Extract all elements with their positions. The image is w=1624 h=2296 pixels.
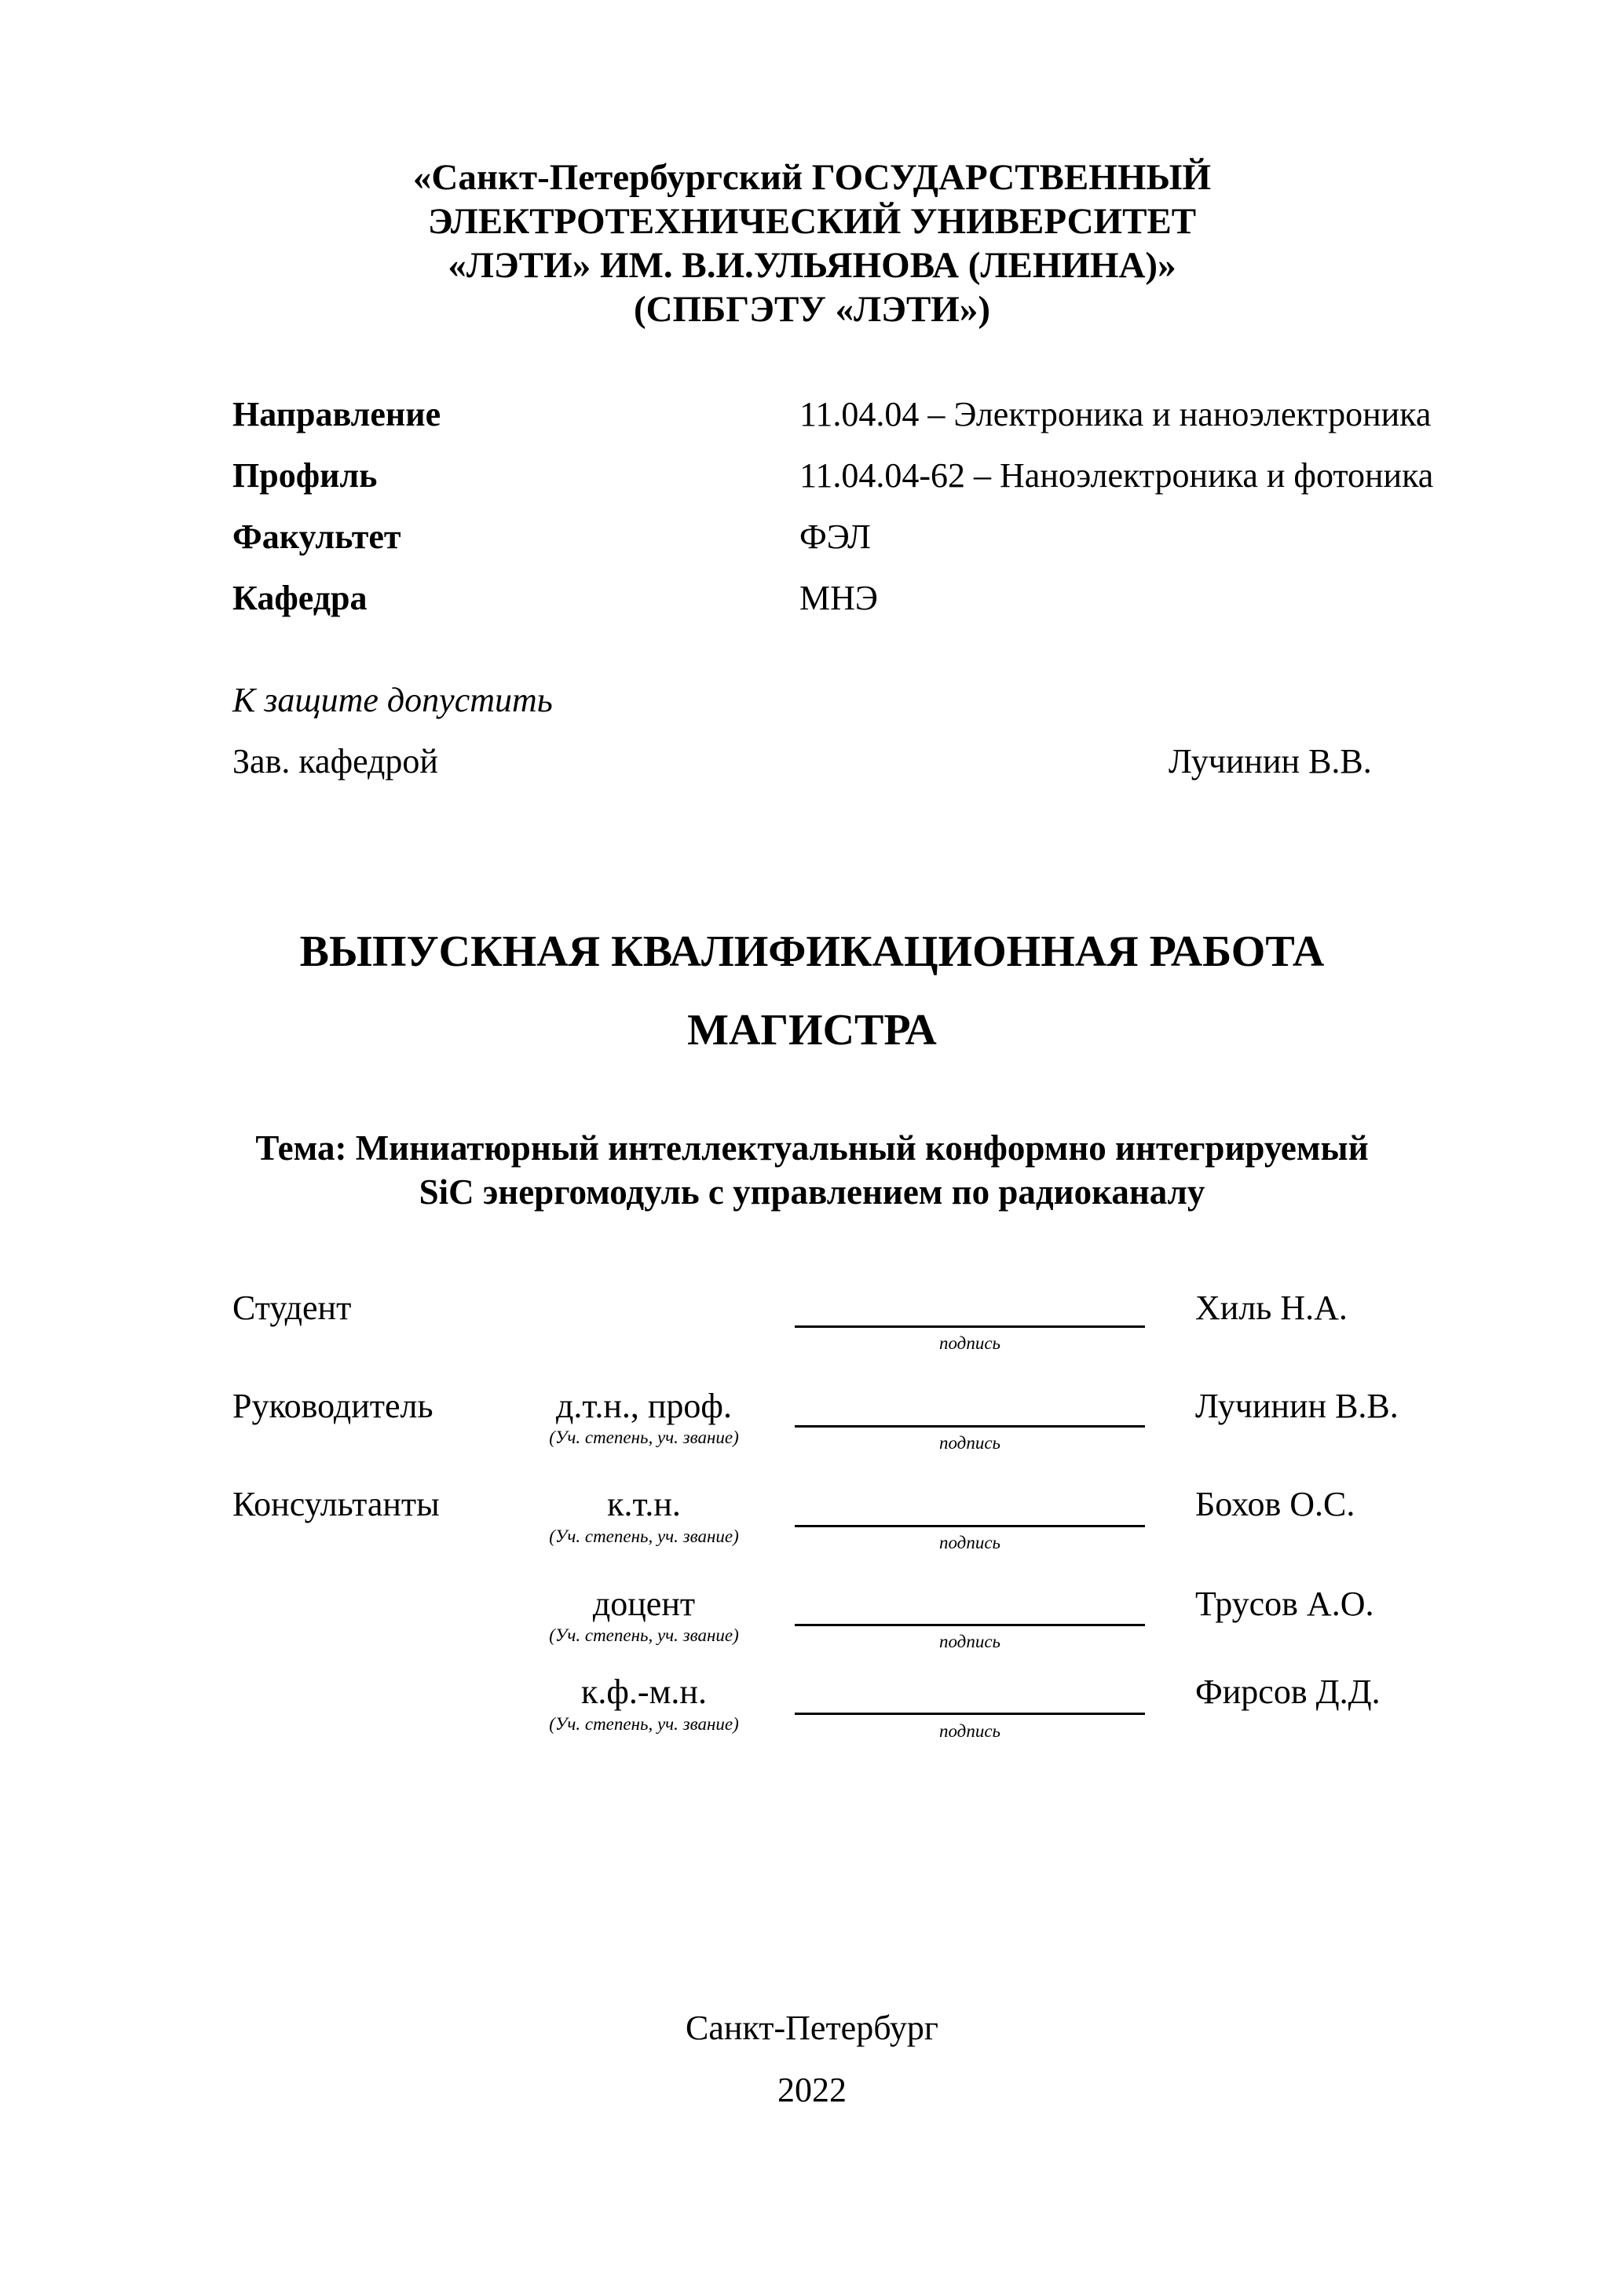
footer-year: 2022 [777, 2071, 847, 2109]
signature-hint: подпись [938, 1533, 1000, 1552]
university-line-2: ЭЛЕКТРОТЕХНИЧЕСКИЙ УНИВЕРСИТЕТ [427, 201, 1197, 242]
info-label-department: Кафедра [232, 579, 368, 617]
person-name: Бохов О.С. [1195, 1485, 1355, 1523]
university-line-4: (СПБГЭТУ «ЛЭТИ») [633, 289, 991, 330]
signature-line [795, 1525, 1145, 1527]
degree-hint: (Уч. степень, уч. звание) [549, 1714, 739, 1734]
university-line-1: «Санкт-Петербургский ГОСУДАРСТВЕННЫЙ [412, 157, 1212, 198]
degree-hint: (Уч. степень, уч. звание) [549, 1526, 739, 1546]
info-label-faculty: Факультет [232, 517, 401, 556]
role-label: Студент [232, 1289, 352, 1327]
person-name: Фирсов Д.Д. [1195, 1673, 1381, 1711]
role-label: Руководитель [232, 1387, 433, 1425]
degree-value: к.ф.-м.н. [581, 1673, 707, 1711]
university-line-3: «ЛЭТИ» ИМ. В.И.УЛЬЯНОВА (ЛЕНИНА)» [448, 245, 1176, 286]
signature-hint: подпись [938, 1333, 1000, 1353]
role-label: Консультанты [232, 1485, 440, 1523]
person-name: Хиль Н.А. [1195, 1289, 1348, 1327]
info-label-profile: Профиль [232, 456, 378, 495]
info-value-faculty: ФЭЛ [799, 517, 871, 556]
title-line-2: МАГИСТРА [687, 1006, 937, 1055]
signature-hint: подпись [938, 1433, 1000, 1453]
degree-value: доцент [592, 1585, 696, 1623]
degree-hint: (Уч. степень, уч. звание) [549, 1428, 739, 1447]
degree-value: к.т.н. [607, 1485, 681, 1523]
signature-hint: подпись [938, 1632, 1000, 1651]
info-label-direction: Направление [232, 395, 441, 433]
footer-city: Санкт-Петербург [686, 2009, 938, 2047]
person-name: Трусов А.О. [1195, 1585, 1374, 1623]
signature-line [795, 1713, 1145, 1715]
info-value-profile: 11.04.04-62 – Наноэлектроника и фотоника [799, 456, 1434, 495]
admission-role: Зав. кафедрой [232, 742, 438, 781]
title-line-1: ВЫПУСКНАЯ КВАЛИФИКАЦИОННАЯ РАБОТА [299, 927, 1325, 976]
signature-line [795, 1325, 1145, 1328]
person-name: Лучинин В.В. [1195, 1387, 1399, 1425]
info-value-department: МНЭ [799, 579, 878, 617]
admission-name: Лучинин В.В. [1169, 742, 1372, 781]
topic-line-1: Тема: Миниатюрный интеллектуальный конформно интегрируемый [255, 1128, 1369, 1168]
admission-heading: К защите допустить [232, 681, 553, 719]
signature-line [795, 1624, 1145, 1626]
degree-hint: (Уч. степень, уч. звание) [549, 1625, 739, 1645]
signature-line [795, 1425, 1145, 1428]
signature-hint: подпись [938, 1721, 1000, 1741]
info-value-direction: 11.04.04 – Электроника и наноэлектроника [799, 395, 1432, 433]
topic-line-2: SiC энергомодуль с управлением по радиоканалу [419, 1172, 1205, 1212]
degree-value: д.т.н., проф. [556, 1387, 732, 1425]
